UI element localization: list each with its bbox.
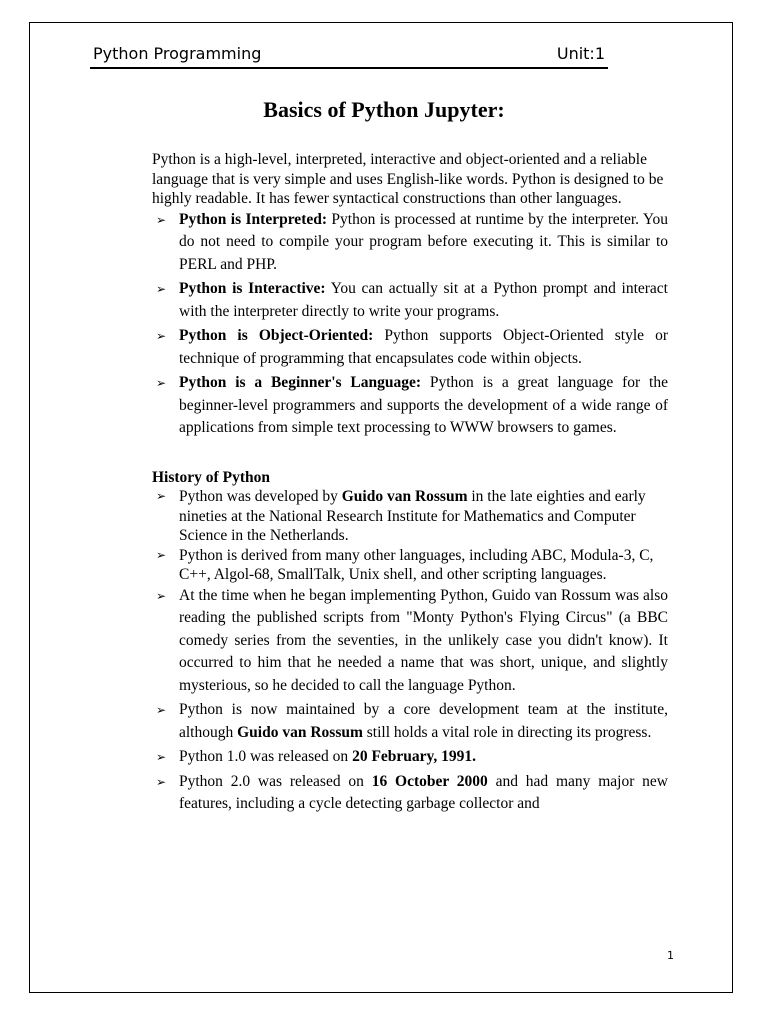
- history-text: At the time when he began implementing Python, Guido van Rossum was also reading the published scripts from "Monty Python's Flying Circus" (a BBC comedy series from the seventies, in the unlikely case you didn't know). It occurred to him that he needed a name that was short, unique, and slightly mysterious, so he decided to call the language Python.: [179, 586, 668, 694]
- history-emphasis: Guido van Rossum: [341, 488, 468, 505]
- history-text: still holds a vital role in directing its progress.: [362, 723, 652, 741]
- page-number: 1: [667, 949, 674, 962]
- history-text: Python is derived from many other languages, including ABC, Modula-3, C, C++, Algol-68, SmallTalk, Unix shell, and other scripting languages.: [179, 546, 654, 583]
- history-emphasis: Guido van Rossum: [237, 723, 363, 741]
- feature-description: You can actually sit at a Python prompt and interact with the interpreter directly to write your programs.: [179, 280, 668, 320]
- list-item: [152, 487, 668, 546]
- arrow-bullet-icon: ➢: [156, 329, 167, 343]
- history-text: Python was developed by: [179, 488, 342, 505]
- list-item: [152, 546, 668, 585]
- arrow-bullet-icon: ➢: [156, 376, 167, 390]
- history-list-a: [152, 487, 668, 585]
- arrow-bullet-icon: ➢: [156, 750, 167, 764]
- feature-term: Python is Object-Oriented:: [179, 327, 374, 344]
- history-emphasis: 16 October 2000: [371, 772, 488, 790]
- feature-description: Python is a great language for the beginner-level programmers and supports the development of a wide range of applications from simple text processing to WWW browsers to games.: [179, 374, 668, 436]
- page-title: Basics of Python Jupyter:: [263, 97, 505, 122]
- feature-list: [152, 209, 668, 440]
- arrow-bullet-icon: ➢: [156, 588, 167, 603]
- history-emphasis: 20 February, 1991.: [352, 748, 477, 765]
- arrow-bullet-icon: ➢: [156, 774, 167, 789]
- feature-description: Python is processed at runtime by the interpreter. You do not need to compile your program before executing it. This is similar to PERL and PHP.: [179, 210, 668, 273]
- arrow-bullet-icon: ➢: [156, 703, 167, 717]
- feature-description: Python supports Object-Oriented style or technique of programming that encapsulates code within objects.: [179, 327, 668, 367]
- history-heading: History of Python: [152, 468, 270, 486]
- history-text: and had many major new features, including a cycle detecting garbage collector and: [179, 772, 668, 812]
- document-body: [152, 150, 668, 818]
- list-item: [152, 585, 668, 698]
- header-rule: [90, 67, 608, 69]
- list-item: [152, 209, 668, 277]
- list-item: [152, 771, 668, 816]
- feature-term: Python is Interpreted:: [179, 210, 328, 228]
- intro-paragraph: Python is a high-level, interpreted, interactive and object-oriented and a reliable language that is very simple and uses English-like words. Python is designed to be highly readable. It has fewer syntactical constructions than other languages.: [152, 151, 664, 207]
- arrow-bullet-icon: ➢: [156, 547, 167, 562]
- arrow-bullet-icon: ➢: [156, 282, 167, 296]
- list-item: [152, 746, 668, 769]
- header-unit: Unit:1: [556, 44, 605, 63]
- header-course-title: Python Programming: [93, 44, 262, 63]
- history-text: Python 1.0 was released on: [179, 748, 353, 765]
- arrow-bullet-icon: ➢: [156, 489, 167, 503]
- history-list-b: [152, 585, 668, 816]
- list-item: [152, 699, 668, 744]
- arrow-bullet-icon: ➢: [156, 212, 167, 227]
- list-item: [152, 372, 668, 440]
- feature-term: Python is a Beginner's Language:: [179, 374, 422, 391]
- history-text: Python is now maintained by a core development team at the institute, although: [179, 701, 668, 741]
- list-item: [152, 278, 668, 323]
- history-text: Python 2.0 was released on: [179, 772, 372, 790]
- history-text: in the late eighties and early nineties at the National Research Institute for Mathematics and Computer Science in the Netherlands.: [179, 488, 646, 544]
- feature-term: Python is Interactive:: [179, 280, 326, 297]
- list-item: [152, 325, 668, 370]
